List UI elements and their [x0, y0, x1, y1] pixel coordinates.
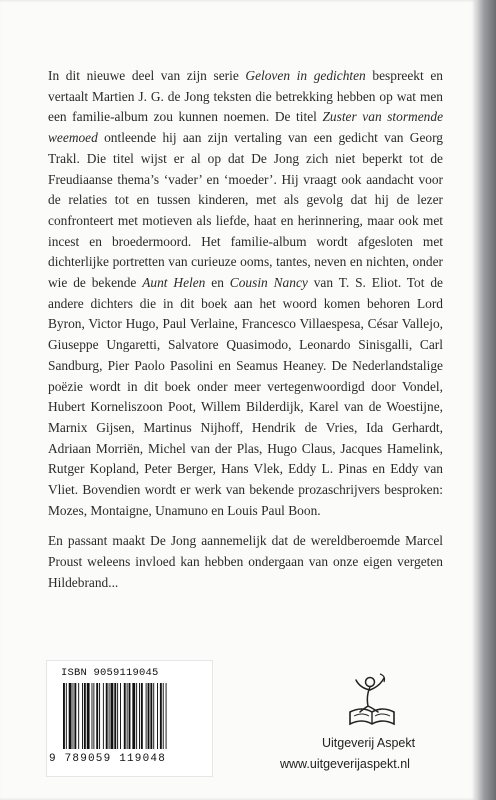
publisher-url: www.uitgeverijaspekt.nl [280, 757, 410, 771]
publisher-logo-icon [340, 672, 404, 732]
spine-shadow [476, 0, 496, 800]
text-run: en [205, 275, 230, 291]
text-run: bespreekt en vertaalt Martien J. G. de Jong teksten die betrekking hebben op wat men een familie-album zou kunnen noemen. De titel [48, 68, 443, 125]
barcode-block [46, 660, 213, 777]
publisher-name: Uitgeverij Aspekt [322, 736, 416, 750]
barcode-icon [61, 683, 201, 753]
ean-digits: 9 789059 119048 [49, 753, 167, 765]
text-run: In dit nieuwe deel van zijn serie [48, 68, 246, 83]
italic-title: Cousin Nancy [229, 275, 308, 291]
text-run: ontleende hij aan zijn vertaling van een gedicht van Georg Trakl. Die titel wijst er al op dat De Jong zich niet beperkt tot de Freudiaanse thema’s ‘vader’ en ‘moeder’. Hij vraagt ook aandacht voor de relaties tot en tussen kinderen, met als gevolg dat hij de lezer confronteert met motieven als liefde, haat en herinnering, maar ook met incest en broedermoord. Het familie-album wordt afgesloten met dichterlijke portretten van curieuze ooms, tantes, neven en nichten, onder wie de bekende [48, 130, 443, 291]
blurb-paragraph-1 [48, 66, 443, 521]
italic-title: Aunt Helen [142, 275, 206, 291]
blurb-paragraph-2: En passant maakt De Jong aannemelijk dat de wereldberoemde Marcel Proust weleens invloed kan hebben ondergaan van onze eigen vergeten Hildebrand... [48, 533, 443, 590]
italic-title: Geloven in gedichten [245, 68, 366, 83]
blurb-text [48, 66, 443, 594]
text-run: van T. S. Eliot. Tot de andere dichters die in dit boek aan het woord komen behoren Lord Byron, Victor Hugo, Paul Verlaine, Francesco Villaespesa, César Vallejo, Giuseppe Ungaretti, Salvatore Quasimodo, Leonardo Sinisgalli, Carl Sandburg, Pier Paolo Pasolini en Seamus Heaney. De Nederlandstalige poëzie wordt in dit boek onder meer vertegenwoordigd door Vondel, Hubert Korneliszoon Poot, Willem Bilderdijk, Karel van de Woestijne, Marnix Gijsen, Martinus Nijhoff, Hendrik de Vries, Ida Gerhardt, Adriaan Morriën, Michel van der Plas, Hugo Claus, Jacques Hamelink, Rutger Kopland, Peter Berger, Hans Vlek, Eddy L. Pinas en Eddy van Vliet. Bovendien wordt er werk van bekende prozaschrijvers besproken: Mozes, Montaigne, Unamuno en Louis Paul Boon. [48, 275, 443, 518]
italic-title: Zuster van stormende weemoed [48, 109, 444, 146]
isbn-label: ISBN 9059119045 [61, 667, 159, 679]
